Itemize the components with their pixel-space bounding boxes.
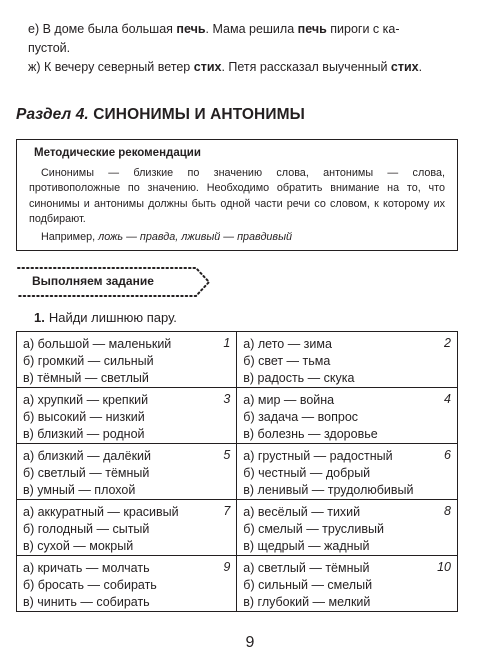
pair-option: б) светлый — тёмный	[23, 466, 150, 480]
sentence-e-wrap-text: пустой.	[28, 41, 71, 55]
pair-group	[237, 332, 458, 388]
pair-group	[237, 388, 458, 444]
pair-group	[17, 500, 237, 556]
pair-option: а) большой — маленький	[23, 337, 172, 351]
section-title: СИНОНИМЫ И АНТОНИМЫ	[93, 106, 305, 123]
task-banner	[16, 266, 208, 296]
pair-option: а) мир — война	[243, 393, 335, 407]
group-number: 8	[444, 504, 451, 518]
sentence-e-word2: печь	[297, 22, 327, 36]
group-number: 1	[223, 336, 231, 350]
pair-option: в) чинить — собирать	[23, 595, 150, 609]
method-title: Методические рекомендации	[34, 147, 201, 159]
exercise-instruction: Найди лишнюю пару.	[48, 310, 177, 325]
sentence-e	[28, 20, 474, 39]
pair-option: в) умный — плохой	[23, 483, 136, 497]
page-number: 9	[245, 634, 255, 651]
pair-option: б) честный — добрый	[243, 466, 371, 480]
pair-lines	[237, 556, 457, 611]
pair-group	[237, 444, 458, 500]
intro-sentences	[28, 20, 474, 77]
pair-lines	[17, 388, 236, 443]
grid-row	[17, 444, 458, 500]
section-label: Раздел 4.	[16, 106, 89, 123]
group-number: 3	[223, 392, 231, 406]
pair-lines	[237, 332, 457, 387]
group-number: 5	[223, 448, 231, 462]
pair-group	[237, 556, 458, 612]
group-number: 10	[437, 560, 451, 574]
section-heading	[16, 106, 305, 124]
method-text: Синонимы — близкие по значению слова, антонимы — слова, противоположные по значению. Необходимо обратить внимание на то, что синонимы и антонимы должны быть одной части речи со словом, к которому их подбирают.	[29, 166, 445, 225]
pair-lines	[17, 500, 236, 555]
pair-group	[17, 444, 237, 500]
pair-option: б) высокий — низкий	[23, 410, 145, 424]
pair-lines	[17, 444, 236, 499]
pair-option: а) весёлый — тихий	[243, 505, 361, 519]
pair-option: в) тёмный — светлый	[23, 371, 149, 385]
method-example-text: ложь — правда, лживый — правдивый	[98, 230, 293, 243]
pair-lines	[237, 444, 457, 499]
pair-option: а) лето — зима	[243, 337, 332, 351]
sentence-e-suffix: пироги с ка-	[326, 22, 400, 36]
group-number: 6	[444, 448, 451, 462]
pair-option: б) громкий — сильный	[23, 354, 154, 368]
sentence-zh	[28, 58, 474, 77]
sentence-zh-prefix: ж) К вечеру северный ветер	[28, 60, 194, 74]
group-number: 2	[444, 336, 451, 350]
sentence-zh-mid: . Петя рассказал выученный	[221, 60, 391, 74]
sentence-e-mid: . Мама решила	[205, 22, 298, 36]
pair-option: в) радость — скука	[243, 371, 355, 385]
grid-row	[17, 500, 458, 556]
pair-group	[237, 500, 458, 556]
exercise-heading	[34, 310, 177, 325]
method-recommendations-box	[16, 139, 458, 251]
pair-option: а) кричать — молчать	[23, 561, 150, 575]
pair-option: а) грустный — радостный	[243, 449, 393, 463]
pair-option: а) хрупкий — крепкий	[23, 393, 149, 407]
pair-lines	[17, 556, 236, 611]
sentence-zh-word2: стих	[390, 60, 419, 74]
pair-option: а) аккуратный — красивый	[23, 505, 179, 519]
pair-group	[17, 332, 237, 388]
pair-option: б) смелый — трусливый	[243, 522, 384, 536]
pair-option: б) бросать — собирать	[23, 578, 157, 592]
group-number: 4	[444, 392, 451, 406]
pair-group	[17, 556, 237, 612]
sentence-e-wrap	[28, 39, 474, 58]
word-pairs-grid	[16, 331, 458, 612]
method-example-prefix: Например,	[41, 230, 99, 243]
sentence-e-prefix: е) В доме была большая	[28, 22, 177, 36]
task-banner-label: Выполняем задание	[32, 274, 154, 288]
pair-lines	[237, 500, 457, 555]
pair-option: в) сухой — мокрый	[23, 539, 134, 553]
sentence-zh-suffix: .	[418, 60, 423, 74]
pair-option: б) задача — вопрос	[243, 410, 359, 424]
pair-lines	[237, 388, 457, 443]
pair-option: в) близкий — родной	[23, 427, 145, 441]
exercise-number: 1.	[34, 310, 45, 325]
group-number: 7	[223, 504, 231, 518]
grid-row	[17, 556, 458, 612]
pair-option: в) ленивый — трудолюбивый	[243, 483, 414, 497]
sentence-e-word1: печь	[176, 22, 206, 36]
group-number: 9	[223, 560, 231, 574]
grid-row	[17, 388, 458, 444]
pair-option: б) сильный — смелый	[243, 578, 373, 592]
pair-option: б) свет — тьма	[243, 354, 331, 368]
pair-option: а) светлый — тёмный	[243, 561, 370, 575]
pair-option: а) близкий — далёкий	[23, 449, 151, 463]
method-example	[41, 230, 445, 246]
pair-option: в) щедрый — жадный	[243, 539, 370, 553]
sentence-zh-word1: стих	[193, 60, 222, 74]
pair-lines	[17, 332, 236, 387]
pair-group	[17, 388, 237, 444]
pair-option: в) болезнь — здоровье	[243, 427, 378, 441]
pair-option: б) голодный — сытый	[23, 522, 150, 536]
grid-row	[17, 332, 458, 388]
pair-option: в) глубокий — мелкий	[243, 595, 371, 609]
